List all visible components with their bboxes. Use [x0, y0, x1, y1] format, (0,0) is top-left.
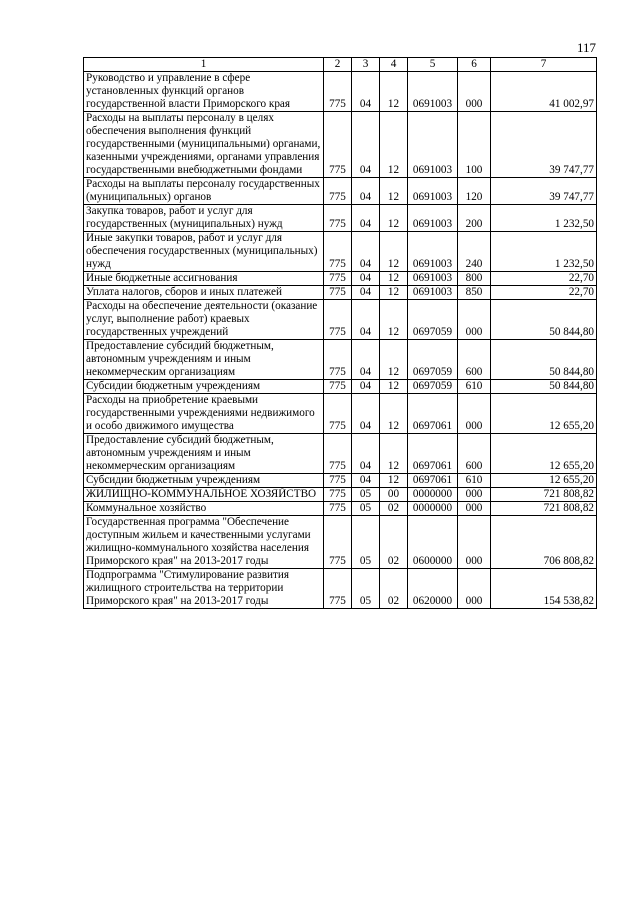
row-col3-cell: 04	[352, 380, 380, 394]
row-col5-cell: 0697061	[408, 474, 458, 488]
row-col6-cell: 120	[458, 178, 491, 205]
header-col-5: 5	[408, 58, 458, 72]
table-row	[84, 232, 597, 272]
row-col4-cell: 12	[380, 272, 408, 286]
row-col3-cell: 04	[352, 205, 380, 232]
row-col5-cell: 0691003	[408, 232, 458, 272]
row-col6-cell: 000	[458, 300, 491, 340]
row-col3-cell: 04	[352, 178, 380, 205]
row-col6-cell: 000	[458, 488, 491, 502]
row-col4-cell: 12	[380, 300, 408, 340]
row-name-cell: Расходы на выплаты персоналу государственных (муниципальных) органов	[84, 178, 324, 205]
table-row	[84, 380, 597, 394]
row-col5-cell: 0691003	[408, 286, 458, 300]
table-row	[84, 112, 597, 178]
row-col4-cell: 12	[380, 394, 408, 434]
row-col6-cell: 100	[458, 112, 491, 178]
table-row	[84, 272, 597, 286]
row-sum-cell: 12 655,20	[491, 474, 597, 488]
row-col2-cell: 775	[324, 112, 352, 178]
row-col2-cell: 775	[324, 569, 352, 609]
row-col2-cell: 775	[324, 178, 352, 205]
header-col-7: 7	[491, 58, 597, 72]
row-name-cell: Расходы на обеспечение деятельности (оказание услуг, выполнение работ) краевых государственных учреждений	[84, 300, 324, 340]
page-number: 117	[576, 40, 596, 55]
row-col2-cell: 775	[324, 232, 352, 272]
row-name-cell: Закупка товаров, работ и услуг для государственных (муниципальных) нужд	[84, 205, 324, 232]
row-col5-cell: 0697059	[408, 300, 458, 340]
table-row	[84, 474, 597, 488]
row-sum-cell: 1 232,50	[491, 205, 597, 232]
row-col5-cell: 0000000	[408, 488, 458, 502]
header-col-6: 6	[458, 58, 491, 72]
row-sum-cell: 22,70	[491, 272, 597, 286]
row-col4-cell: 02	[380, 516, 408, 569]
row-sum-cell: 39 747,77	[491, 178, 597, 205]
row-col3-cell: 04	[352, 112, 380, 178]
row-col3-cell: 04	[352, 232, 380, 272]
table-row	[84, 516, 597, 569]
table-row	[84, 72, 597, 112]
row-name-cell: Расходы на выплаты персоналу в целях обеспечения выполнения функций государственными (муниципальными) органами, казенными учреждениями, органами управления государственными внебюджетными фондами	[84, 112, 324, 178]
row-col3-cell: 05	[352, 502, 380, 516]
row-col4-cell: 02	[380, 502, 408, 516]
row-sum-cell: 50 844,80	[491, 300, 597, 340]
row-col2-cell: 775	[324, 474, 352, 488]
row-col6-cell: 610	[458, 474, 491, 488]
row-sum-cell: 12 655,20	[491, 394, 597, 434]
row-col6-cell: 610	[458, 380, 491, 394]
row-name-cell: ЖИЛИЩНО-КОММУНАЛЬНОЕ ХОЗЯЙСТВО	[84, 488, 324, 502]
row-col3-cell: 04	[352, 300, 380, 340]
row-col2-cell: 775	[324, 205, 352, 232]
row-col5-cell: 0600000	[408, 516, 458, 569]
table-row	[84, 340, 597, 380]
row-sum-cell: 154 538,82	[491, 569, 597, 609]
row-col2-cell: 775	[324, 516, 352, 569]
row-col3-cell: 04	[352, 394, 380, 434]
row-sum-cell: 50 844,80	[491, 340, 597, 380]
row-name-cell: Иные бюджетные ассигнования	[84, 272, 324, 286]
row-sum-cell: 41 002,97	[491, 72, 597, 112]
row-col2-cell: 775	[324, 340, 352, 380]
table-row	[84, 434, 597, 474]
row-col3-cell: 04	[352, 434, 380, 474]
row-col3-cell: 05	[352, 569, 380, 609]
row-name-cell: Предоставление субсидий бюджетным, автономным учреждениям и иным некоммерческим организациям	[84, 434, 324, 474]
row-col6-cell: 200	[458, 205, 491, 232]
row-col2-cell: 775	[324, 300, 352, 340]
row-sum-cell: 50 844,80	[491, 380, 597, 394]
row-col2-cell: 775	[324, 488, 352, 502]
row-col4-cell: 12	[380, 205, 408, 232]
row-col4-cell: 12	[380, 434, 408, 474]
header-col-4: 4	[380, 58, 408, 72]
header-row	[84, 58, 597, 72]
row-name-cell: Субсидии бюджетным учреждениям	[84, 474, 324, 488]
row-name-cell: Иные закупки товаров, работ и услуг для обеспечения государственных (муниципальных) нужд	[84, 232, 324, 272]
row-col4-cell: 12	[380, 286, 408, 300]
row-sum-cell: 706 808,82	[491, 516, 597, 569]
row-sum-cell: 12 655,20	[491, 434, 597, 474]
row-name-cell: Подпрограмма "Стимулирование развития жилищного строительства на территории Приморского края" на 2013-2017 годы	[84, 569, 324, 609]
table-row	[84, 300, 597, 340]
table-row	[84, 502, 597, 516]
row-col3-cell: 04	[352, 272, 380, 286]
row-sum-cell: 721 808,82	[491, 488, 597, 502]
row-col2-cell: 775	[324, 286, 352, 300]
row-col5-cell: 0691003	[408, 112, 458, 178]
row-col5-cell: 0691003	[408, 205, 458, 232]
row-name-cell: Государственная программа "Обеспечение доступным жильем и качественными услугами жилищно-коммунального хозяйства населения Приморского края" на 2013-2017 годы	[84, 516, 324, 569]
row-col3-cell: 04	[352, 72, 380, 112]
row-col2-cell: 775	[324, 502, 352, 516]
row-col3-cell: 05	[352, 488, 380, 502]
row-col5-cell: 0000000	[408, 502, 458, 516]
row-col4-cell: 12	[380, 72, 408, 112]
row-col4-cell: 12	[380, 380, 408, 394]
row-col5-cell: 0691003	[408, 178, 458, 205]
table-row	[84, 178, 597, 205]
row-col2-cell: 775	[324, 72, 352, 112]
row-col5-cell: 0697061	[408, 394, 458, 434]
row-col2-cell: 775	[324, 272, 352, 286]
row-col6-cell: 000	[458, 569, 491, 609]
row-name-cell: Руководство и управление в сфере установленных функций органов государственной власти Приморского края	[84, 72, 324, 112]
table-row	[84, 569, 597, 609]
header-col-2: 2	[324, 58, 352, 72]
row-col4-cell: 00	[380, 488, 408, 502]
row-name-cell: Предоставление субсидий бюджетным, автономным учреждениям и иным некоммерческим организациям	[84, 340, 324, 380]
row-name-cell: Субсидии бюджетным учреждениям	[84, 380, 324, 394]
row-sum-cell: 22,70	[491, 286, 597, 300]
row-col5-cell: 0697059	[408, 340, 458, 380]
row-col2-cell: 775	[324, 380, 352, 394]
table-row	[84, 488, 597, 502]
row-col4-cell: 12	[380, 232, 408, 272]
budget-table	[83, 57, 597, 609]
row-col5-cell: 0697059	[408, 380, 458, 394]
row-name-cell: Расходы на приобретение краевыми государственными учреждениями недвижимого и особо движимого имущества	[84, 394, 324, 434]
row-col6-cell: 000	[458, 502, 491, 516]
row-col3-cell: 04	[352, 286, 380, 300]
row-name-cell: Уплата налогов, сборов и иных платежей	[84, 286, 324, 300]
row-col6-cell: 800	[458, 272, 491, 286]
row-col3-cell: 04	[352, 474, 380, 488]
row-col5-cell: 0691003	[408, 72, 458, 112]
row-col5-cell: 0697061	[408, 434, 458, 474]
row-col2-cell: 775	[324, 394, 352, 434]
row-name-cell: Коммунальное хозяйство	[84, 502, 324, 516]
row-col6-cell: 000	[458, 516, 491, 569]
row-col4-cell: 12	[380, 112, 408, 178]
row-col3-cell: 04	[352, 340, 380, 380]
table-body	[84, 72, 597, 609]
header-col-1: 1	[84, 58, 324, 72]
table-row	[84, 394, 597, 434]
row-col4-cell: 12	[380, 340, 408, 380]
row-col6-cell: 600	[458, 340, 491, 380]
row-col6-cell: 600	[458, 434, 491, 474]
row-col3-cell: 05	[352, 516, 380, 569]
header-col-3: 3	[352, 58, 380, 72]
table-row	[84, 205, 597, 232]
table-row	[84, 286, 597, 300]
row-col5-cell: 0691003	[408, 272, 458, 286]
row-col4-cell: 02	[380, 569, 408, 609]
row-col6-cell: 000	[458, 72, 491, 112]
row-col6-cell: 000	[458, 394, 491, 434]
row-col6-cell: 850	[458, 286, 491, 300]
row-col4-cell: 12	[380, 178, 408, 205]
row-col5-cell: 0620000	[408, 569, 458, 609]
row-sum-cell: 1 232,50	[491, 232, 597, 272]
row-col4-cell: 12	[380, 474, 408, 488]
row-sum-cell: 721 808,82	[491, 502, 597, 516]
row-sum-cell: 39 747,77	[491, 112, 597, 178]
row-col2-cell: 775	[324, 434, 352, 474]
row-col6-cell: 240	[458, 232, 491, 272]
